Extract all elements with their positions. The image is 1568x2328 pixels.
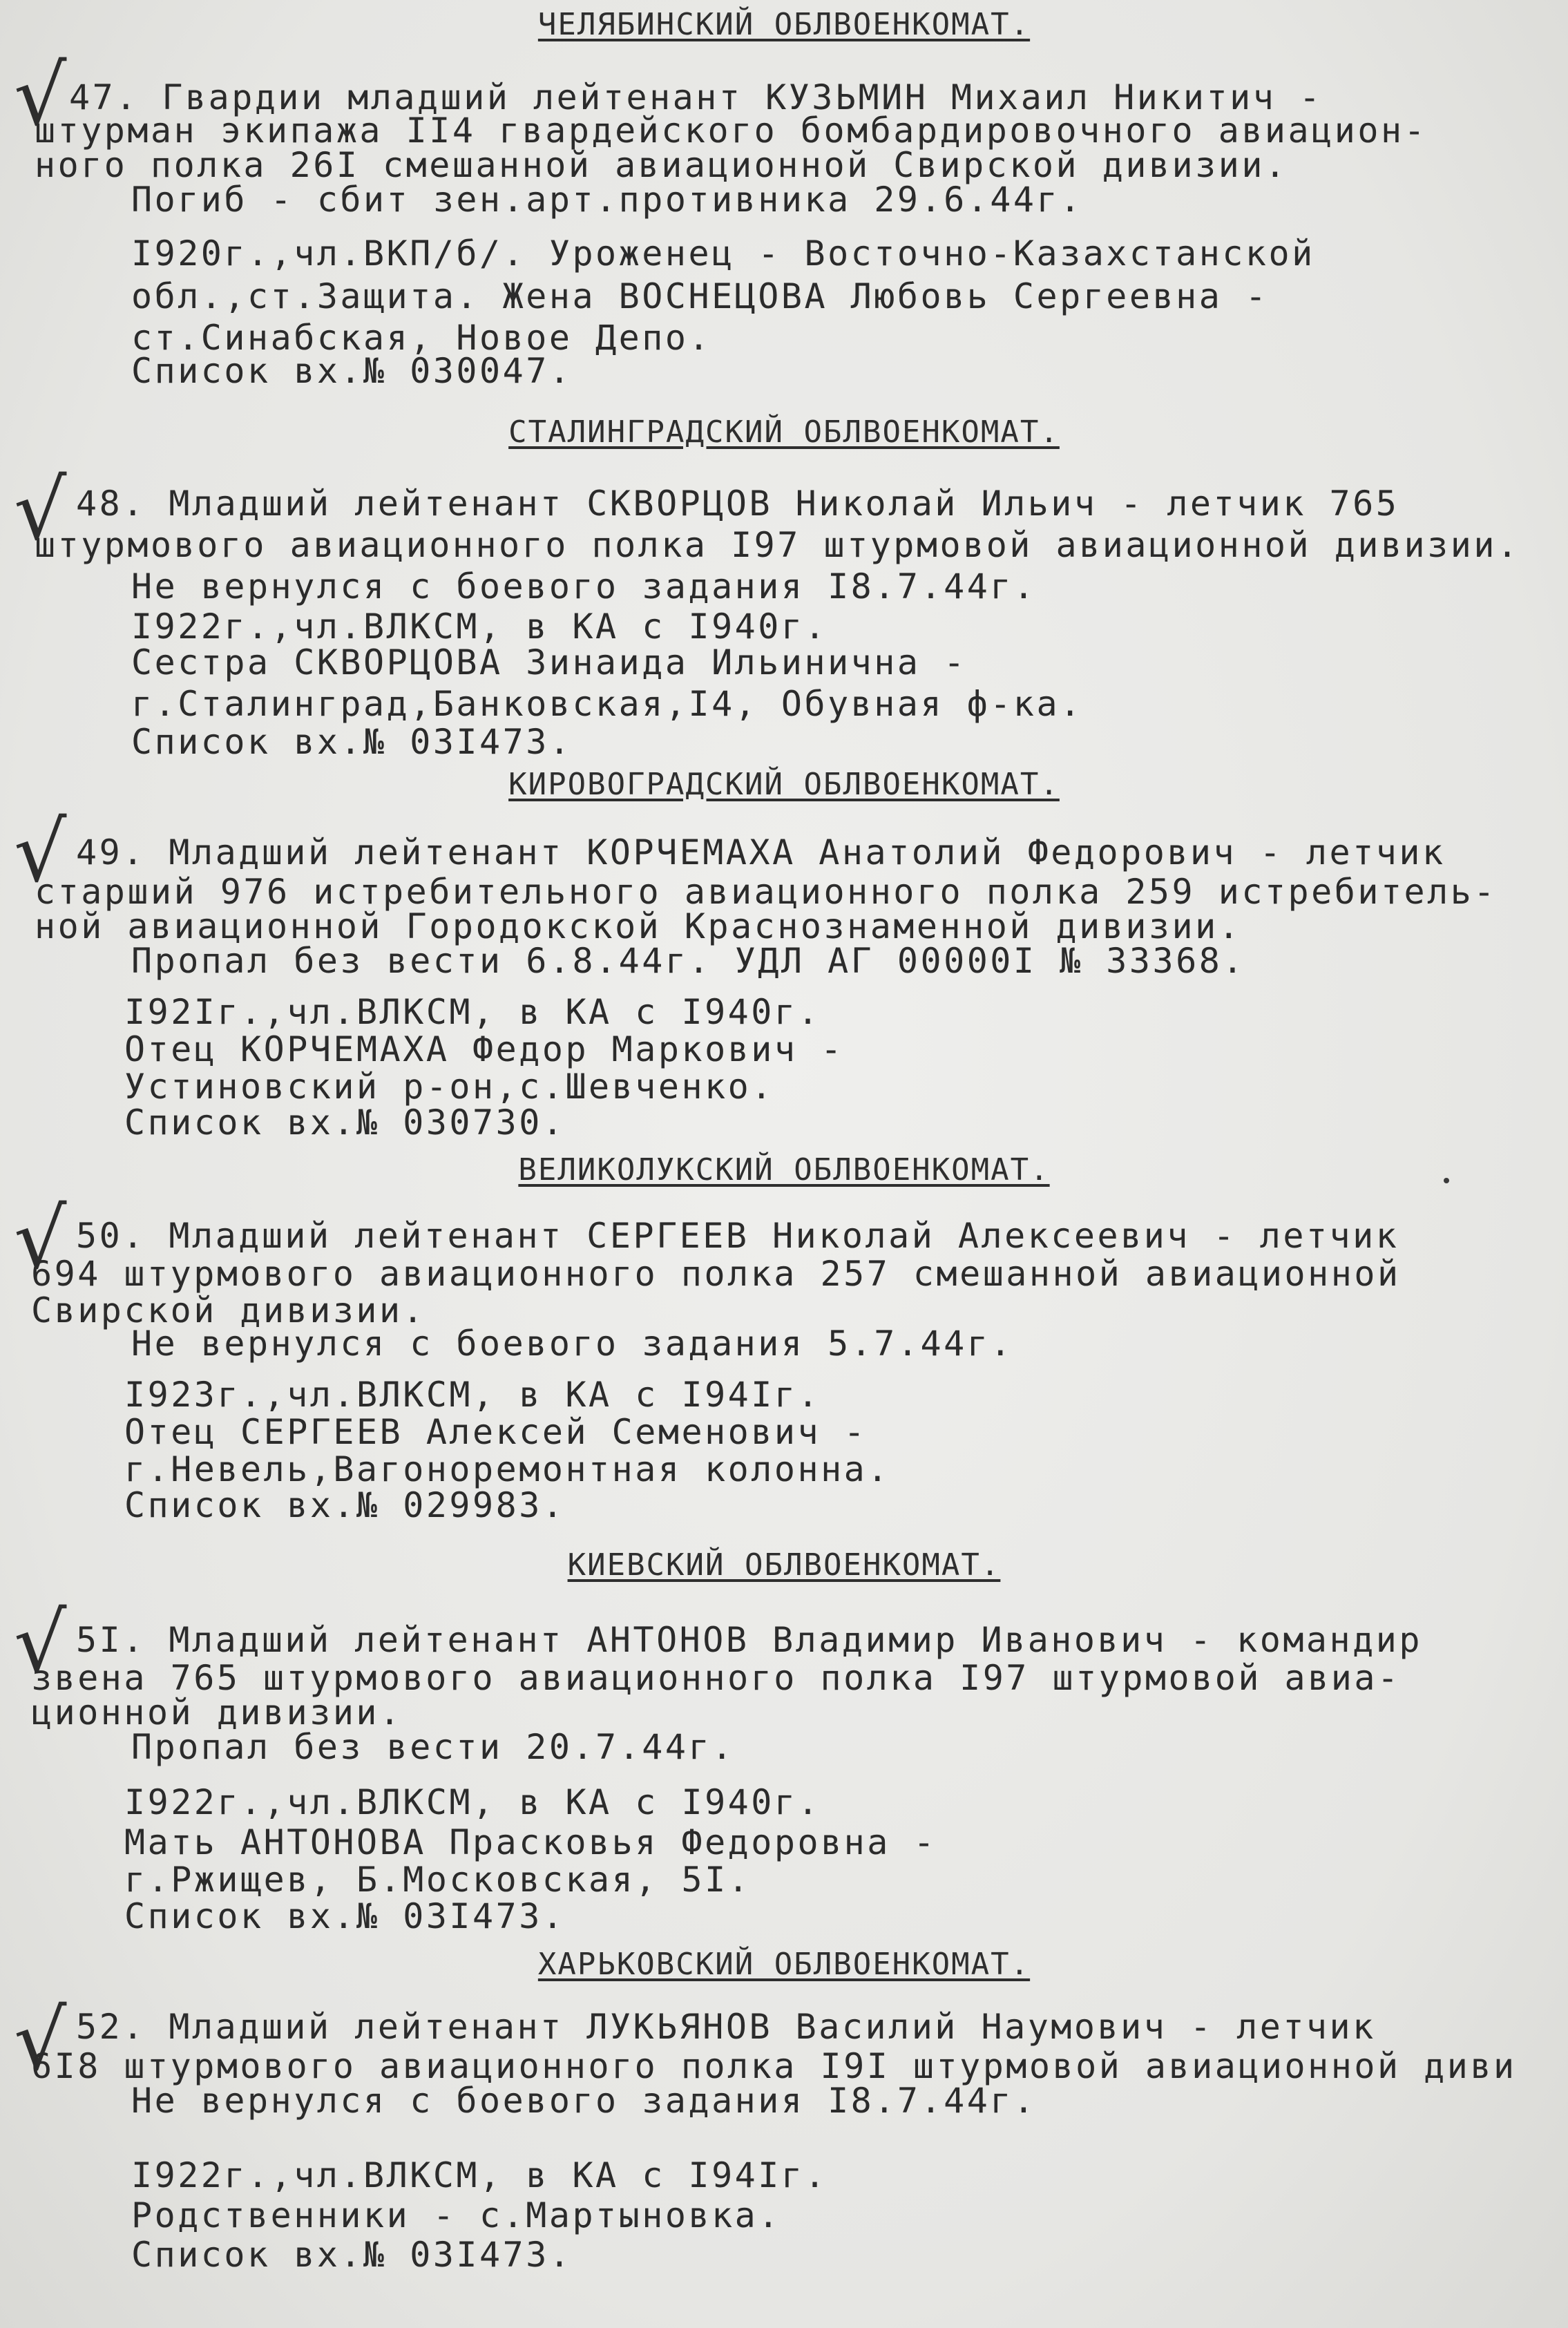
checkmark-icon: √: [14, 1596, 67, 1692]
record-48-line-2: штурмового авиационного полка I97 штурмовой авиационной дивизии.: [35, 525, 1520, 565]
record-50-line-5: I923г.,чл.ВЛКСМ, в КА с I94Iг.: [124, 1375, 821, 1415]
record-49-line-6: Отец КОРЧЕМАХА Федор Маркович -: [124, 1029, 844, 1069]
record-52-line-2: 6I8 штурмового авиационного полка I9I штурмовой авиационной диви: [31, 2046, 1517, 2086]
record-50-line-4: Не вернулся с боевого задания 5.7.44г.: [131, 1324, 1013, 1364]
record-47-line-3: ного полка 26I смешанной авиационной Свирской дивизии.: [35, 145, 1288, 185]
record-47-line-4: Погиб - сбит зен.арт.противника 29.6.44г.: [131, 180, 1083, 220]
section-heading-kiev: КИЕВСКИЙ ОБЛВОЕНКОМАТ.: [567, 1547, 1001, 1583]
record-49-line-2: старший 976 истребительного авиационного полка 259 истребитель-: [35, 872, 1497, 912]
record-49-line-7: Устиновский р-он,с.Шевченко.: [124, 1067, 774, 1107]
record-49-line-3: ной авиационной Городокской Краснознаменной дивизии.: [35, 906, 1242, 946]
record-47-line-7: ст.Синабская, Новое Депо.: [131, 318, 712, 358]
section-heading-stalingrad: СТАЛИНГРАДСКИЙ ОБЛВОЕНКОМАТ.: [508, 414, 1060, 450]
record-50-line-1: 50. Младший лейтенант СЕРГЕЕВ Николай Алексеевич - летчик: [76, 1216, 1399, 1256]
record-47-line-8: Список вх.№ 030047.: [131, 351, 573, 391]
record-51-line-5: I922г.,чл.ВЛКСМ, в КА с I940г.: [124, 1782, 821, 1822]
section-heading-kirovograd: КИРОВОГРАДСКИЙ ОБЛВОЕНКОМАТ.: [508, 767, 1060, 802]
checkmark-icon: √: [14, 463, 67, 559]
record-50-line-7: г.Невель,Вагоноремонтная колонна.: [124, 1449, 890, 1489]
checkmark-icon: √: [14, 48, 67, 144]
record-49-line-5: I92Iг.,чл.ВЛКСМ, в КА с I940г.: [124, 992, 821, 1032]
record-47-line-2: штурман экипажа II4 гвардейского бомбардировочного авиацион-: [35, 111, 1428, 151]
record-52-line-5: Родственники - с.Мартыновка.: [131, 2195, 781, 2235]
record-49-line-4: Пропал без вести 6.8.44г. УДЛ АГ 00000I № 33368.: [131, 941, 1245, 981]
record-50-line-6: Отец СЕРГЕЕВ Алексей Семенович -: [124, 1412, 868, 1452]
record-52-line-1: 52. Младший лейтенант ЛУКЬЯНОВ Василий Наумович - летчик: [76, 2007, 1376, 2047]
record-51-line-1: 5I. Младший лейтенант АНТОНОВ Владимир Иванович - командир: [76, 1620, 1422, 1660]
record-47-line-1: 47. Гвардии младший лейтенант КУЗЬМИН Михаил Никитич -: [69, 77, 1323, 117]
record-47-line-6: обл.,ст.Защита. Жена ВОСНЕЦОВА Любовь Сергеевна -: [131, 276, 1269, 316]
record-50-line-3: Свирской дивизии.: [31, 1290, 426, 1330]
record-48-line-3: Не вернулся с боевого задания I8.7.44г.: [131, 566, 1037, 607]
record-50-line-2: 694 штурмового авиационного полка 257 смешанной авиационной: [31, 1254, 1401, 1294]
record-48-line-7: Список вх.№ 03I473.: [131, 722, 573, 762]
record-48-line-1: 48. Младший лейтенант СКВОРЦОВ Николай Ильич - летчик 765: [76, 484, 1399, 524]
checkmark-icon: √: [14, 1192, 67, 1288]
record-52-line-4: I922г.,чл.ВЛКСМ, в КА с I94Iг.: [131, 2155, 828, 2195]
record-51-line-4: Пропал без вести 20.7.44г.: [131, 1727, 735, 1767]
record-48-line-4: I922г.,чл.ВЛКСМ, в КА с I940г.: [131, 607, 828, 647]
stray-mark: [1444, 1178, 1449, 1183]
record-49-line-1: 49. Младший лейтенант КОРЧЕМАХА Анатолий Федорович - летчик: [76, 832, 1446, 872]
record-47-line-5: I920г.,чл.ВКП/б/. Уроженец - Восточно-Казахстанской: [131, 233, 1315, 274]
record-51-line-7: г.Ржищев, Б.Московская, 5I.: [124, 1860, 752, 1900]
section-heading-kharkov: ХАРЬКОВСКИЙ ОБЛВОЕНКОМАТ.: [537, 1947, 1031, 1982]
checkmark-icon: √: [14, 805, 67, 901]
record-52-line-3: Не вернулся с боевого задания I8.7.44г.: [131, 2081, 1037, 2121]
record-50-line-8: Список вх.№ 029983.: [124, 1485, 566, 1525]
section-heading-velikiye-luki: ВЕЛИКОЛУКСКИЙ ОБЛВОЕНКОМАТ.: [518, 1152, 1050, 1187]
checkmark-icon: √: [14, 1993, 67, 2089]
record-51-line-3: ционной дивизии.: [31, 1692, 403, 1733]
section-heading-chelyabinsk: ЧЕЛЯБИНСКИЙ ОБЛВОЕНКОМАТ.: [537, 7, 1031, 42]
record-51-line-2: звена 765 штурмового авиационного полка I97 штурмовой авиа-: [31, 1658, 1401, 1698]
record-51-line-6: Мать АНТОНОВА Прасковья Федоровна -: [124, 1822, 937, 1862]
record-48-line-5: Сестра СКВОРЦОВА Зинаида Ильинична -: [131, 642, 967, 683]
record-48-line-6: г.Сталинград,Банковская,I4, Обувная ф-ка.: [131, 684, 1083, 724]
record-49-line-8: Список вх.№ 030730.: [124, 1103, 566, 1143]
record-52-line-6: Список вх.№ 03I473.: [131, 2235, 573, 2275]
record-51-line-8: Список вх.№ 03I473.: [124, 1896, 566, 1936]
